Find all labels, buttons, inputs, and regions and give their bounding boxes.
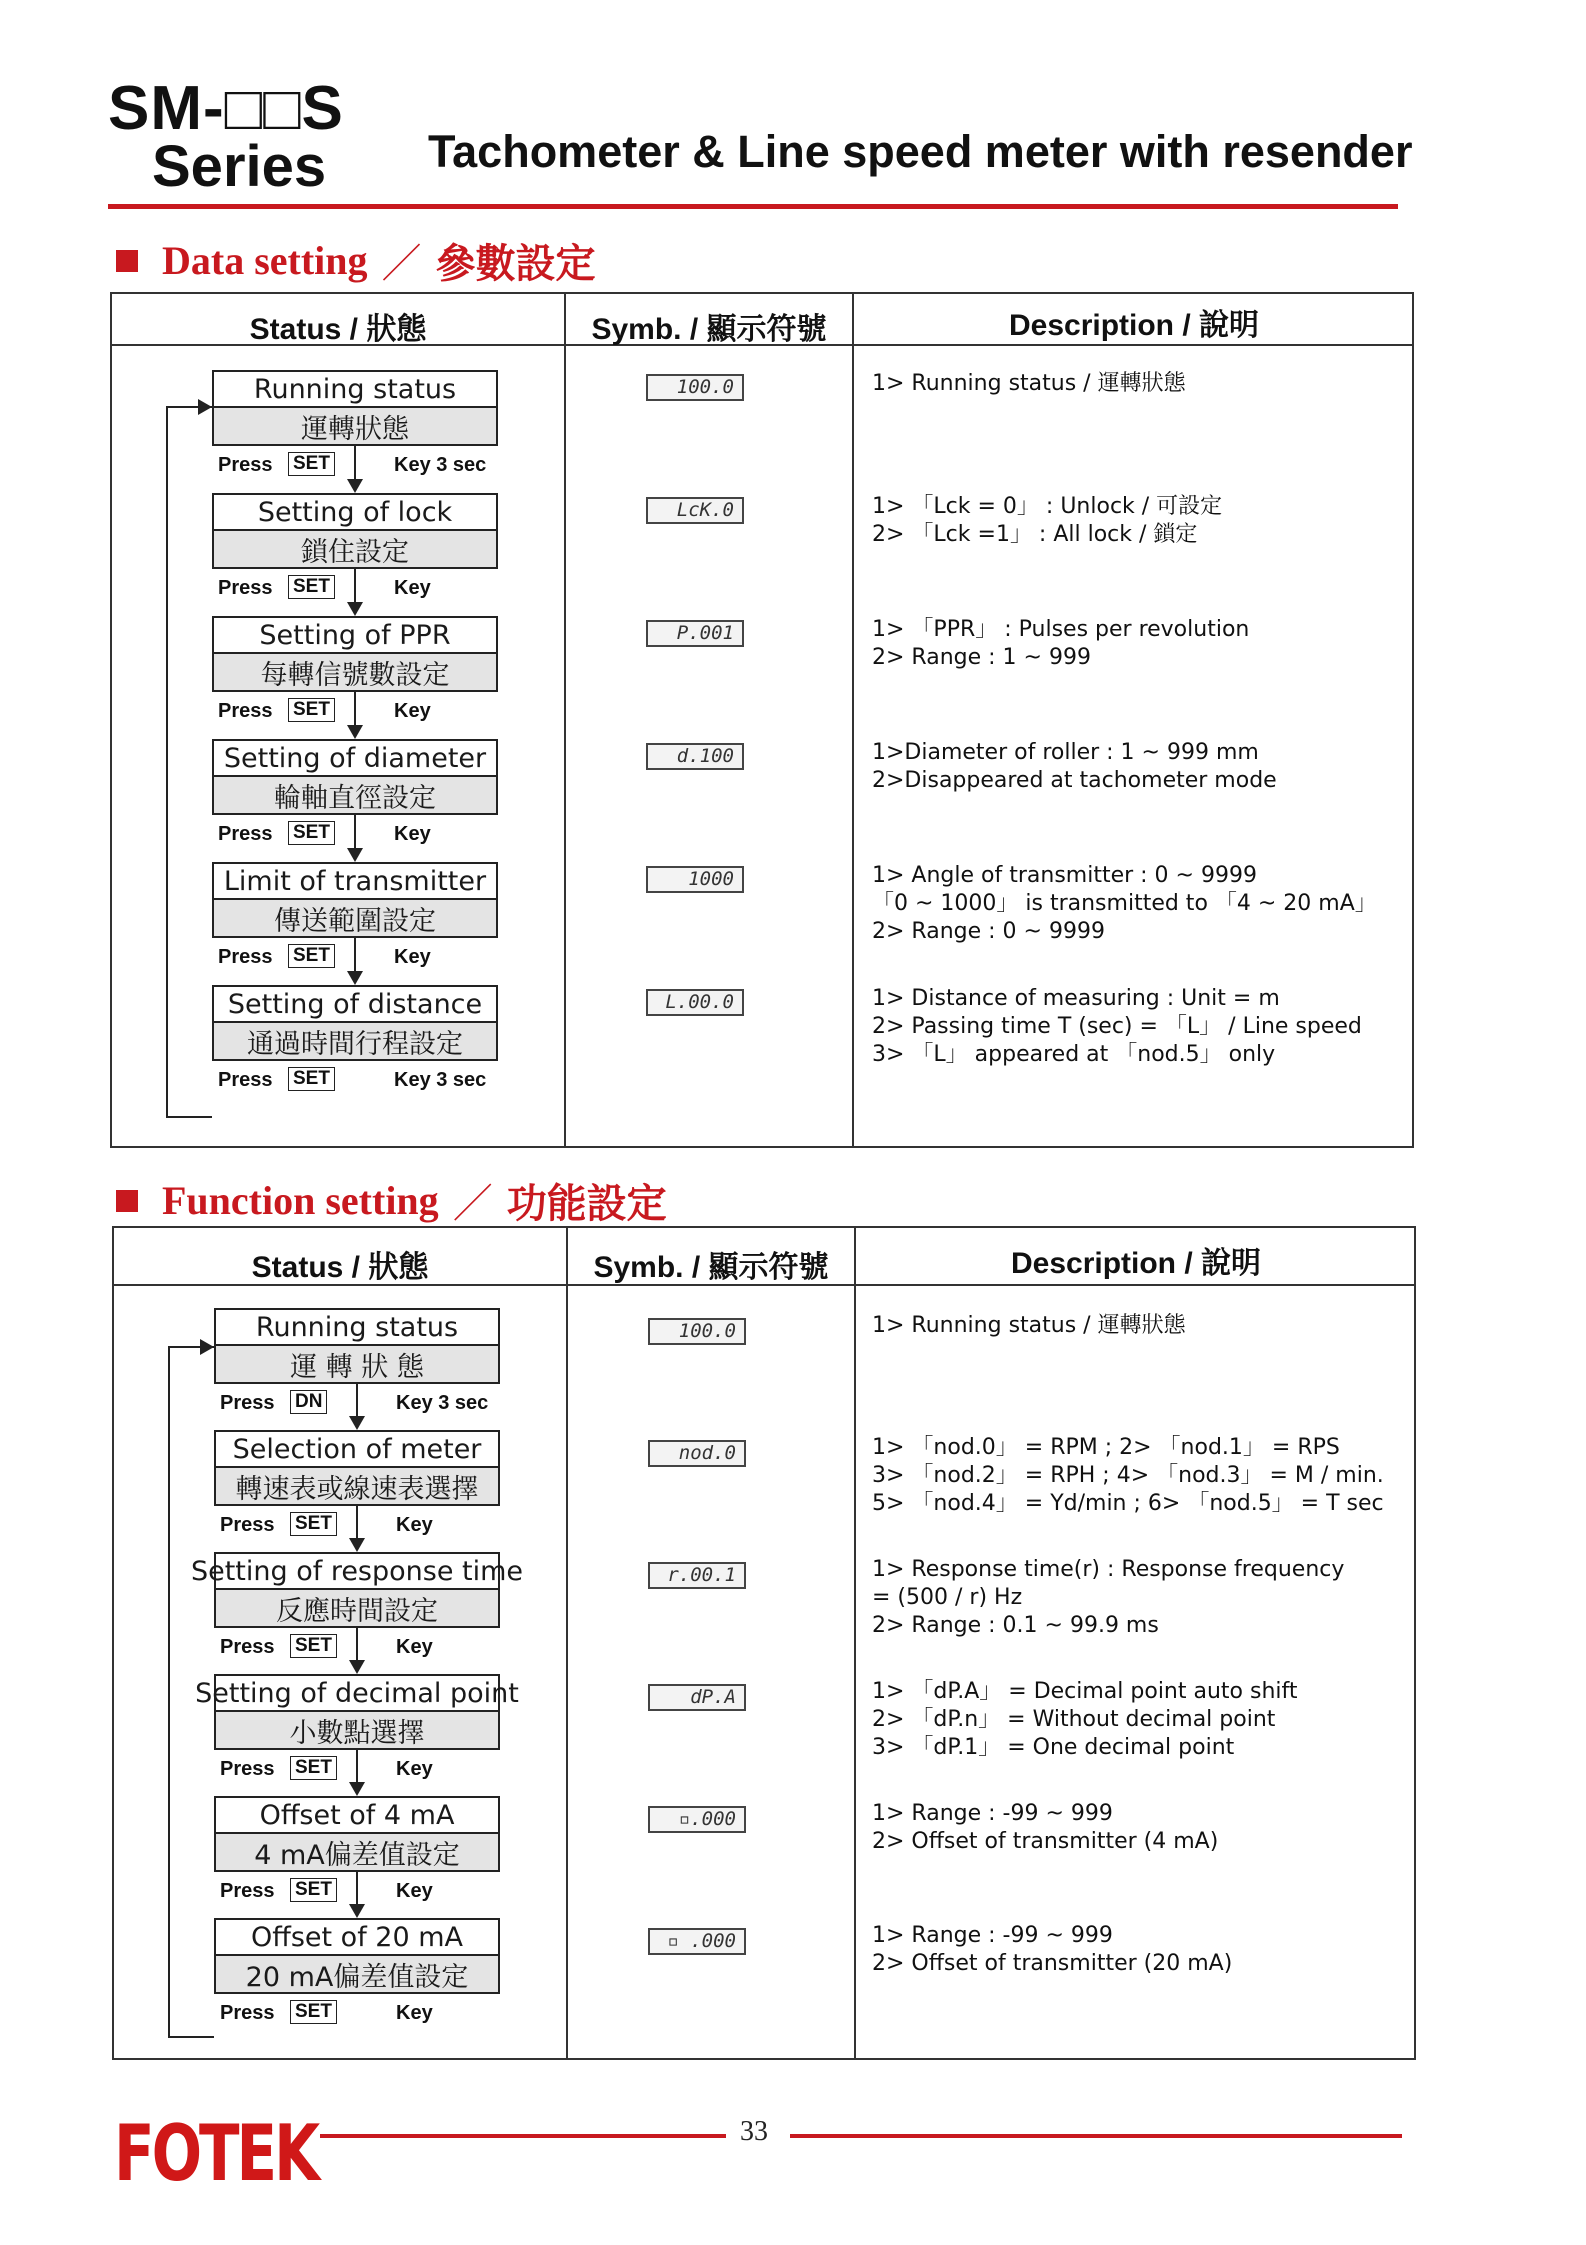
loop-arrow-icon: [200, 1339, 214, 1355]
lcd-symbol: 1000: [646, 866, 744, 893]
column-divider: [854, 1228, 856, 2058]
footer-rule-right: [790, 2134, 1402, 2138]
description-line: 2> Offset of transmitter (4 mA): [872, 1829, 1219, 1854]
down-arrow-icon: [354, 569, 356, 614]
header-symb: Symb. / 顯示符號: [591, 313, 827, 346]
data-setting-title-en: Data setting: [162, 238, 368, 283]
key-button-icon: SET: [288, 1067, 335, 1091]
press-instruction: [220, 1392, 506, 1418]
series-model: SM-□□S: [108, 74, 344, 143]
status-box: [214, 1796, 500, 1872]
description-line: 1>Diameter of roller : 1 ~ 999 mm: [872, 740, 1259, 765]
key-word: Key 3 sec: [394, 1069, 487, 1091]
description-line: 2>Disappeared at tachometer mode: [872, 768, 1277, 793]
status-label-en: Setting of PPR: [214, 618, 496, 654]
status-label-en: Setting of lock: [214, 495, 496, 531]
function-setting-title-en: Function setting: [162, 1178, 439, 1223]
status-label-en: Running status: [216, 1310, 498, 1346]
press-word: Press: [220, 2002, 275, 2024]
description-line: 1> Range : -99 ~ 999: [872, 1801, 1113, 1826]
status-box: [212, 862, 498, 938]
press-instruction: [218, 1069, 504, 1095]
lcd-symbol: r.00.1: [648, 1562, 746, 1589]
key-word: Key: [396, 1758, 433, 1780]
description-text: [872, 862, 1377, 946]
lcd-symbol: LcK.0: [646, 497, 744, 524]
description-line: 1> Response time(r) : Response frequency: [872, 1557, 1345, 1582]
description-line: 2> 「dP.n」 = Without decimal point: [872, 1707, 1276, 1732]
description-text: [872, 1922, 1232, 1978]
lcd-symbol: d.100: [646, 743, 744, 770]
press-instruction: [220, 1636, 506, 1662]
flow-loop-line: [166, 406, 212, 1118]
description-text: [872, 493, 1222, 549]
press-instruction: [220, 2002, 506, 2028]
data-setting-heading: [116, 232, 596, 289]
column-divider: [852, 294, 854, 1146]
description-line: 1> Distance of measuring : Unit = m: [872, 986, 1280, 1011]
status-label-zh: 運 轉 狀 態: [216, 1346, 498, 1382]
status-label-zh: 通過時間行程設定: [214, 1023, 496, 1059]
title-separator: ／: [452, 1181, 493, 1226]
lcd-symbol: dP.A: [648, 1684, 746, 1711]
down-arrow-icon: [354, 446, 356, 491]
description-line: 1> 「dP.A」 = Decimal point auto shift: [872, 1679, 1298, 1704]
status-label-en: Setting of response time: [216, 1554, 498, 1590]
key-word: Key: [396, 1636, 433, 1658]
press-word: Press: [220, 1636, 275, 1658]
key-word: Key: [394, 946, 431, 968]
down-arrow-icon: [356, 1506, 358, 1550]
status-label-zh: 鎖住設定: [214, 531, 496, 567]
press-word: Press: [218, 700, 273, 722]
status-label-zh: 輪軸直徑設定: [214, 777, 496, 813]
key-button-icon: SET: [290, 1756, 337, 1780]
data-setting-title-zh: 參數設定: [435, 241, 596, 286]
description-line: = (500 / r) Hz: [872, 1585, 1023, 1610]
lcd-symbol: P.001: [646, 620, 744, 647]
key-button-icon: SET: [288, 821, 335, 845]
key-word: Key: [394, 577, 431, 599]
status-box: [214, 1308, 500, 1384]
status-box: [214, 1918, 500, 1994]
function-setting-title-zh: 功能設定: [506, 1181, 667, 1226]
header-description: Description / 說明: [1008, 309, 1260, 342]
down-arrow-icon: [354, 815, 356, 860]
header-status: Status / 狀態: [249, 313, 427, 346]
lcd-symbol: 100.0: [648, 1318, 746, 1345]
lcd-symbol: 100.0: [646, 374, 744, 401]
press-instruction: [218, 823, 504, 849]
lcd-symbol: nod.0: [648, 1440, 746, 1467]
bullet-square-icon: [116, 1190, 138, 1212]
description-line: 2> 「Lck =1」 : All lock / 鎖定: [872, 522, 1198, 547]
press-instruction: [218, 700, 504, 726]
header-description: Description / 說明: [1010, 1247, 1262, 1280]
key-word: Key: [394, 700, 431, 722]
description-line: 1> Angle of transmitter : 0 ~ 9999: [872, 863, 1257, 888]
page-number: 33: [740, 2116, 768, 2147]
press-word: Press: [220, 1392, 275, 1414]
down-arrow-icon: [354, 692, 356, 737]
footer-rule-left: [320, 2134, 726, 2138]
description-line: 2> Offset of transmitter (20 mA): [872, 1951, 1233, 1976]
status-label-zh: 傳送範圍設定: [214, 900, 496, 936]
press-word: Press: [220, 1880, 275, 1902]
key-button-icon: SET: [288, 944, 335, 968]
status-box: [212, 370, 498, 446]
down-arrow-icon: [356, 1872, 358, 1916]
status-label-en: Offset of 20 mA: [216, 1920, 498, 1956]
lcd-symbol: ▫.000: [648, 1806, 746, 1833]
key-word: Key: [396, 2002, 433, 2024]
loop-arrow-icon: [198, 399, 212, 415]
description-line: 1> 「PPR」 : Pulses per revolution: [872, 617, 1250, 642]
status-label-zh: 20 mA偏差值設定: [216, 1956, 498, 1992]
column-divider: [564, 294, 566, 1146]
status-box: [212, 739, 498, 815]
press-word: Press: [218, 823, 273, 845]
description-text: [872, 1800, 1218, 1856]
description-text: [872, 1312, 1186, 1340]
status-box: [212, 616, 498, 692]
status-box: [212, 493, 498, 569]
key-button-icon: DN: [290, 1390, 327, 1414]
key-word: Key 3 sec: [394, 454, 487, 476]
key-button-icon: SET: [288, 698, 335, 722]
press-instruction: [218, 577, 504, 603]
status-label-zh: 小數點選擇: [216, 1712, 498, 1748]
description-text: [872, 1556, 1344, 1640]
description-line: 3> 「L」 appeared at 「nod.5」 only: [872, 1042, 1276, 1067]
description-text: [872, 616, 1249, 672]
description-line: 3> 「dP.1」 = One decimal point: [872, 1735, 1235, 1760]
description-text: [872, 1678, 1298, 1762]
key-word: Key: [396, 1514, 433, 1536]
key-word: Key: [396, 1880, 433, 1902]
status-label-en: Setting of diameter: [214, 741, 496, 777]
series-label: [108, 74, 344, 199]
key-button-icon: SET: [290, 1512, 337, 1536]
down-arrow-icon: [354, 938, 356, 983]
description-line: 1> 「nod.0」 = RPM ; 2> 「nod.1」 = RPS: [872, 1435, 1340, 1460]
status-label-en: Offset of 4 mA: [216, 1798, 498, 1834]
description-line: 1> 「Lck = 0」 : Unlock / 可設定: [872, 494, 1223, 519]
description-line: 3> 「nod.2」 = RPH ; 4> 「nod.3」 = M / min.: [872, 1463, 1384, 1488]
description-text: [872, 739, 1277, 795]
description-text: [872, 370, 1186, 398]
description-line: 2> Passing time T (sec) = 「L」 / Line speed: [872, 1014, 1362, 1039]
header-symb: Symb. / 顯示符號: [593, 1251, 829, 1284]
key-button-icon: SET: [288, 452, 335, 476]
brand-logo: FOTEK: [114, 2108, 318, 2199]
status-box: [190, 1552, 524, 1628]
status-label-zh: 運轉狀態: [214, 408, 496, 444]
press-instruction: [220, 1880, 506, 1906]
description-line: 1> Range : -99 ~ 999: [872, 1923, 1113, 1948]
description-line: 2> Range : 0 ~ 9999: [872, 919, 1105, 944]
page-title: Tachometer & Line speed meter with resender: [428, 126, 1413, 177]
description-line: 2> Range : 0.1 ~ 99.9 ms: [872, 1613, 1159, 1638]
description-text: [872, 985, 1362, 1069]
title-separator: ／: [381, 241, 422, 286]
status-label-en: Setting of distance: [214, 987, 496, 1023]
key-button-icon: SET: [290, 1634, 337, 1658]
key-button-icon: SET: [288, 575, 335, 599]
lcd-symbol: ▫ .000: [648, 1928, 746, 1955]
down-arrow-icon: [356, 1384, 358, 1428]
header-status: Status / 狀態: [251, 1251, 429, 1284]
description-line: 2> Range : 1 ~ 999: [872, 645, 1091, 670]
series-word: Series: [152, 134, 327, 199]
status-box: [212, 985, 498, 1061]
status-label-zh: 4 mA偏差值設定: [216, 1834, 498, 1870]
description-line: 1> Running status / 運轉狀態: [872, 371, 1186, 396]
description-line: 「0 ~ 1000」 is transmitted to 「4 ~ 20 mA」: [872, 891, 1377, 916]
status-label-zh: 轉速表或線速表選擇: [216, 1468, 498, 1504]
lcd-symbol: L.00.0: [646, 989, 744, 1016]
down-arrow-icon: [356, 1750, 358, 1794]
press-word: Press: [218, 577, 273, 599]
status-box: [195, 1674, 519, 1750]
key-word: Key: [394, 823, 431, 845]
press-word: Press: [218, 946, 273, 968]
status-label-en: Limit of transmitter: [214, 864, 496, 900]
bullet-square-icon: [116, 250, 138, 272]
status-label-en: Running status: [214, 372, 496, 408]
press-word: Press: [220, 1758, 275, 1780]
description-line: 5> 「nod.4」 = Yd/min ; 6> 「nod.5」 = T sec: [872, 1491, 1384, 1516]
status-box: [214, 1430, 500, 1506]
column-divider: [566, 1228, 568, 2058]
key-button-icon: SET: [290, 1878, 337, 1902]
description-line: 1> Running status / 運轉狀態: [872, 1313, 1186, 1338]
press-instruction: [218, 454, 504, 480]
down-arrow-icon: [356, 1628, 358, 1672]
key-word: Key 3 sec: [396, 1392, 489, 1414]
status-label-zh: 每轉信號數設定: [214, 654, 496, 690]
key-button-icon: SET: [290, 2000, 337, 2024]
press-word: Press: [218, 454, 273, 476]
description-text: [872, 1434, 1384, 1518]
status-label-en: Selection of meter: [216, 1432, 498, 1468]
press-instruction: [218, 946, 504, 972]
press-word: Press: [218, 1069, 273, 1091]
press-instruction: [220, 1514, 506, 1540]
press-word: Press: [220, 1514, 275, 1536]
function-setting-heading: [116, 1172, 667, 1229]
status-label-en: Setting of decimal point: [216, 1676, 498, 1712]
header-divider: [108, 204, 1398, 209]
press-instruction: [220, 1758, 506, 1784]
status-label-zh: 反應時間設定: [216, 1590, 498, 1626]
